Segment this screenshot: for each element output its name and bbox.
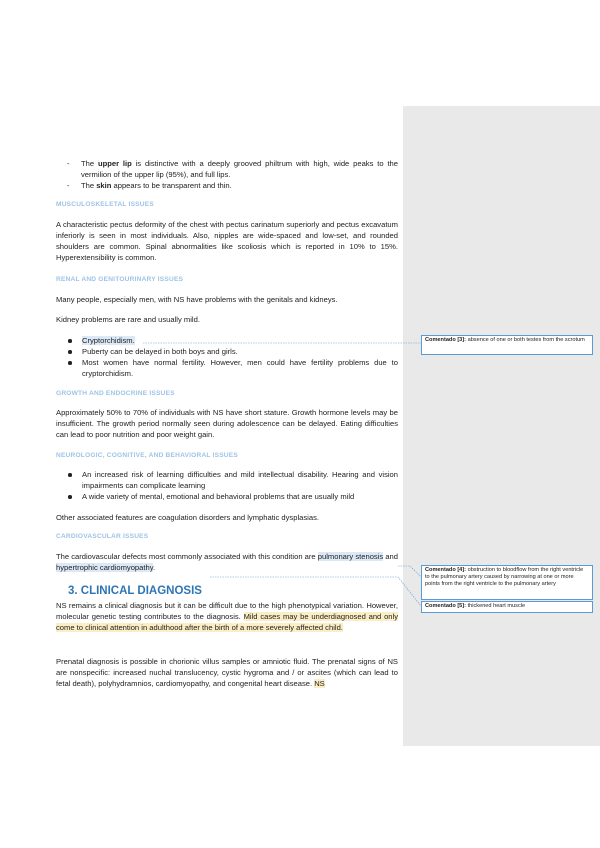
clinical-paragraph-2: Prenatal diagnosis is possible in chorionic villus samples or amniotic fluid. The prenatal signs of NS are nonspecific: increased nuchal translucency, cystic hygroma and / or ascites (which can lead to fetal death), polyhydramnios, cardiomyopathy, and congenital heart disease. NS <box>56 657 398 688</box>
section-heading-clinical-diagnosis: 3. CLINICAL DIAGNOSIS <box>68 585 202 597</box>
list-item-text: The skin appears to be transparent and thin. <box>81 181 232 190</box>
section-heading-renal: RENAL AND GENITOURINARY ISSUES <box>56 276 184 283</box>
bullet-icon <box>68 339 72 343</box>
section-heading-growth: GROWTH AND ENDOCRINE ISSUES <box>56 390 175 397</box>
highlighted-text: Mild cases may be underdiagnosed and only come to clinical attention in adulthood after the birth of a more severely affected child. <box>56 612 398 632</box>
cardio-paragraph: The cardiovascular defects most commonly associated with this condition are pulmonary stenosis and hypertrophic cardiomyopathy. <box>56 552 398 572</box>
commented-text[interactable]: Cryptorchidism. <box>82 336 135 345</box>
highlighted-text: NS <box>314 679 325 688</box>
comment-label: Comentado [3]: <box>425 337 467 343</box>
musculoskeletal-paragraph: A characteristic pectus deformity of the chest with pectus carinatum superiorly and pectus excavatum inferiorly is seen in most individuals. Also, nipples are wide-spaced and low-set, and rounded shoulders are common. Spinal abnormalities like scoliosis which is reported in 10% to 15%. Hyperextensibility is common. <box>56 220 398 262</box>
bullet-icon <box>68 361 72 365</box>
comment-text: absence of one or both testes from the scrotum <box>466 337 585 343</box>
comment-pane <box>403 106 600 746</box>
growth-paragraph: Approximately 50% to 70% of individuals with NS have short stature. Growth hormone levels may be insufficient. The growth period normally seen during adolescence can be delayed. Eating difficulties can lead to poor nutrition and poor weight gain. <box>56 408 398 439</box>
list-item-text: A wide variety of mental, emotional and behavioral problems that are usually mild <box>82 492 355 501</box>
comment-4[interactable] <box>421 565 593 600</box>
comment-text: thickened heart muscle <box>466 603 526 609</box>
comment-label: Comentado [5]: <box>425 603 467 609</box>
bullet-icon <box>68 495 72 499</box>
commented-text[interactable]: hypertrophic cardiomyopathy <box>56 563 153 572</box>
comment-3[interactable] <box>421 335 593 355</box>
list-item-text <box>82 335 398 346</box>
list-item-text: An increased risk of learning difficulties and mild intellectual disability. Hearing and vision impairments can complicate learning <box>82 470 398 490</box>
bullet-icon <box>68 350 72 354</box>
clinical-paragraph-1: NS remains a clinical diagnosis but it can be difficult due to the high phenotypical variation. However, molecular genetic testing contributes to the diagnosis. Mild cases may be underdiagnosed and only come to clinical attention in adulthood after the birth of a more severely affected child. <box>56 601 398 632</box>
comment-text: obstruction to bloodflow from the right ventricle to the pulmonary artery caused by narrowing at one or more points from the right ventricle to the pulmonary artery <box>425 567 584 587</box>
list-item-text: Puberty can be delayed in both boys and girls. <box>82 347 238 356</box>
section-heading-cardiovascular: CARDIOVASCULAR ISSUES <box>56 533 149 540</box>
commented-text[interactable]: pulmonary stenosis <box>317 552 384 561</box>
dash-marker: - <box>67 181 70 190</box>
renal-paragraph-1: Many people, especially men, with NS have problems with the genitals and kidneys. <box>56 295 338 304</box>
comment-label: Comentado [4]: <box>425 567 467 573</box>
section-heading-neurologic: NEUROLOGIC, COGNITIVE, AND BEHAVIORAL ISSUES <box>56 452 238 459</box>
dash-marker: - <box>67 159 70 168</box>
neuro-other-paragraph: Other associated features are coagulation disorders and lymphatic dysplasias. <box>56 513 319 522</box>
renal-paragraph-2: Kidney problems are rare and usually mild. <box>56 315 200 324</box>
list-item-text: The upper lip is distinctive with a deeply grooved philtrum with high, wide peaks to the vermilion of the upper lip (95%), and full lips. <box>81 159 398 179</box>
comment-5[interactable] <box>421 601 593 613</box>
bullet-icon <box>68 473 72 477</box>
section-heading-musculoskeletal: MUSCULOSKELETAL ISSUES <box>56 201 154 208</box>
list-item-text: Most women have normal fertility. However, men could have fertility problems due to cryptorchidism. <box>82 358 398 378</box>
